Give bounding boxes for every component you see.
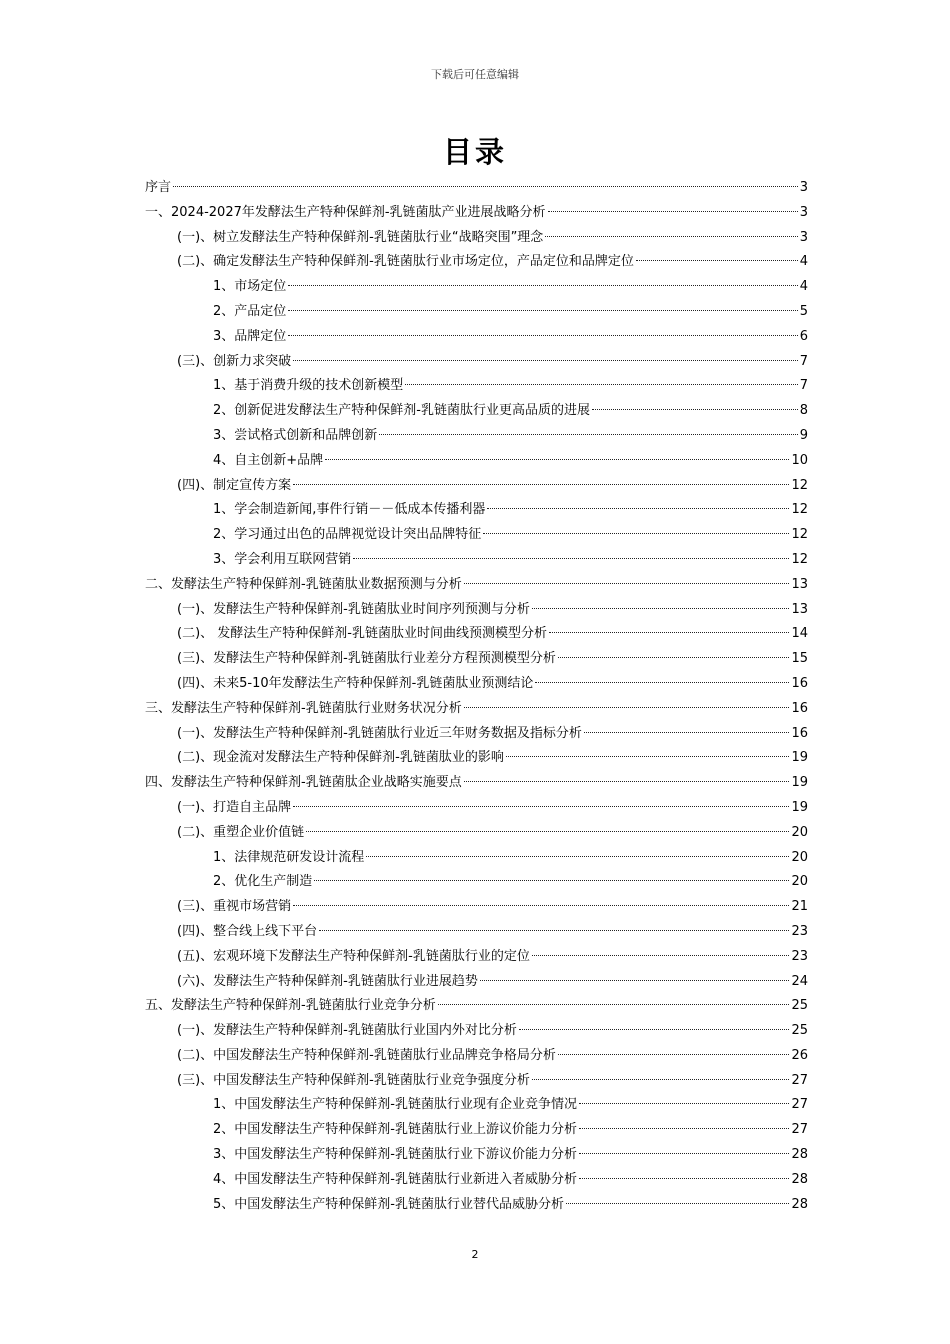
toc-entry-page: 12 <box>791 527 808 543</box>
toc-entry-label: (三)、创新力求突破 <box>177 353 292 369</box>
toc-dot-leader <box>366 856 789 857</box>
toc-entry[interactable] <box>145 399 808 424</box>
toc-entry-label: (五)、宏观环境下发酵法生产特种保鲜剂-乳链菌肽行业的定位 <box>177 948 530 964</box>
toc-entry-label: (三)、中国发酵法生产特种保鲜剂-乳链菌肽行业竞争强度分析 <box>177 1072 530 1088</box>
toc-dot-leader <box>545 236 797 237</box>
toc-dot-leader <box>532 608 790 609</box>
toc-entry[interactable] <box>145 920 808 945</box>
toc-entry-label: 1、中国发酵法生产特种保鲜剂-乳链菌肽行业现有企业竞争情况 <box>213 1097 577 1113</box>
toc-dot-leader <box>314 880 789 881</box>
toc-entry-page: 13 <box>791 576 808 592</box>
toc-entry[interactable] <box>145 1118 808 1143</box>
toc-entry-label: (四)、未来5-10年发酵法生产特种保鲜剂-乳链菌肽业预测结论 <box>177 675 534 691</box>
toc-entry-label: (二)、重塑企业价值链 <box>177 824 305 840</box>
toc-entry[interactable] <box>145 548 808 573</box>
toc-entry[interactable] <box>145 573 808 598</box>
toc-entry-label: 3、尝试格式创新和品牌创新 <box>213 427 378 443</box>
toc-dot-leader <box>306 831 789 832</box>
toc-dot-leader <box>173 186 798 187</box>
toc-entry-page: 19 <box>791 799 808 815</box>
toc-dot-leader <box>535 682 789 683</box>
toc-entry[interactable] <box>145 1019 808 1044</box>
toc-entry-page: 5 <box>799 303 808 319</box>
toc-dot-leader <box>579 1128 789 1129</box>
page-number: 2 <box>471 1248 479 1261</box>
toc-entry[interactable] <box>145 498 808 523</box>
toc-entry[interactable] <box>145 449 808 474</box>
toc-entry-label: 4、自主创新+品牌 <box>213 452 324 468</box>
toc-entry[interactable] <box>145 647 808 672</box>
toc-entry-page: 21 <box>791 899 808 915</box>
toc-entry-label: 1、基于消费升级的技术创新模型 <box>213 378 404 394</box>
toc-entry[interactable] <box>145 1193 808 1218</box>
toc-entry[interactable] <box>145 226 808 251</box>
toc-dot-leader <box>584 732 790 733</box>
toc-title: 目录 <box>442 135 507 169</box>
toc-entry[interactable] <box>145 424 808 449</box>
toc-entry[interactable] <box>145 523 808 548</box>
toc-entry-label: (二)、确定发酵法生产特种保鲜剂-乳链菌肽行业市场定位，产品定位和品牌定位 <box>177 254 634 270</box>
toc-entry[interactable] <box>145 201 808 226</box>
header-note: 下载后可任意编辑 <box>431 68 519 81</box>
toc-entry[interactable] <box>145 895 808 920</box>
toc-dot-leader <box>592 409 798 410</box>
toc-entry-page: 19 <box>791 775 808 791</box>
toc-entry[interactable] <box>145 821 808 846</box>
toc-entry-label: 2、产品定位 <box>213 303 287 319</box>
toc-entry-label: 一、2024-2027年发酵法生产特种保鲜剂-乳链菌肽产业进展战略分析 <box>145 204 546 220</box>
toc-entry-page: 24 <box>791 973 808 989</box>
toc-dot-leader <box>293 360 798 361</box>
toc-entry-label: (三)、发酵法生产特种保鲜剂-乳链菌肽行业差分方程预测模型分析 <box>177 651 556 667</box>
toc-entry[interactable] <box>145 870 808 895</box>
toc-dot-leader <box>532 955 790 956</box>
toc-entry-page: 23 <box>791 948 808 964</box>
toc-entry-page: 20 <box>791 849 808 865</box>
toc-entry-label: 2、优化生产制造 <box>213 874 313 890</box>
toc-dot-leader <box>532 1079 790 1080</box>
toc-entry-page: 25 <box>791 998 808 1014</box>
toc-entry-page: 3 <box>799 180 808 195</box>
toc-entry-label: 3、中国发酵法生产特种保鲜剂-乳链菌肽行业下游议价能力分析 <box>213 1147 577 1163</box>
toc-dot-leader <box>319 930 789 931</box>
toc-entry-page: 19 <box>791 750 808 766</box>
toc-entry-page: 15 <box>791 651 808 667</box>
toc-dot-leader <box>353 558 789 559</box>
toc-entry-page: 4 <box>799 279 808 295</box>
toc-entry[interactable] <box>145 250 808 275</box>
toc-entry-label: (一)、发酵法生产特种保鲜剂-乳链菌肽业时间序列预测与分析 <box>177 601 530 617</box>
toc-entry-page: 12 <box>791 502 808 518</box>
toc-entry-page: 6 <box>799 328 808 344</box>
toc-entry-label: (一)、树立发酵法生产特种保鲜剂-乳链菌肽行业“战略突围”理念 <box>177 229 544 245</box>
toc-entry-label: 3、品牌定位 <box>213 328 287 344</box>
toc-entry-label: (四)、整合线上线下平台 <box>177 923 318 939</box>
toc-entry-label: 1、市场定位 <box>213 279 287 295</box>
toc-entry-label: 五、发酵法生产特种保鲜剂-乳链菌肽行业竞争分析 <box>145 998 436 1014</box>
toc-entry-label: (二)、 发酵法生产特种保鲜剂-乳链菌肽业时间曲线预测模型分析 <box>177 626 547 642</box>
toc-entry-page: 28 <box>791 1171 808 1187</box>
toc-dot-leader <box>558 657 790 658</box>
toc-entry-page: 28 <box>791 1196 808 1212</box>
toc-entry-page: 23 <box>791 923 808 939</box>
toc-entry-label: 1、法律规范研发设计流程 <box>213 849 365 865</box>
toc-entry-label: (六)、发酵法生产特种保鲜剂-乳链菌肽行业进展趋势 <box>177 973 478 989</box>
toc-dot-leader <box>579 1153 789 1154</box>
toc-entry[interactable] <box>145 945 808 970</box>
toc-entry-label: (一)、发酵法生产特种保鲜剂-乳链菌肽行业近三年财务数据及指标分析 <box>177 725 582 741</box>
toc-entry-page: 28 <box>791 1147 808 1163</box>
toc-dot-leader <box>506 756 790 757</box>
toc-dot-leader <box>566 1203 789 1204</box>
toc-entry-label: (一)、打造自主品牌 <box>177 799 292 815</box>
toc-entry-page: 25 <box>791 1023 808 1039</box>
toc-dot-leader <box>480 980 790 981</box>
toc-dot-leader <box>293 806 789 807</box>
toc-entry-label: (四)、制定宣传方案 <box>177 477 292 493</box>
toc-entry-page: 14 <box>791 626 808 642</box>
toc-entry-page: 9 <box>799 427 808 443</box>
toc-entry[interactable] <box>145 1069 808 1094</box>
toc-entry[interactable] <box>145 374 808 399</box>
toc-entry-page: 10 <box>791 452 808 468</box>
toc-dot-leader <box>293 484 789 485</box>
toc-dot-leader <box>549 632 789 633</box>
toc-dot-leader <box>548 211 798 212</box>
toc-entry-page: 3 <box>799 204 808 220</box>
toc-dot-leader <box>483 533 789 534</box>
toc-dot-leader <box>325 459 789 460</box>
toc-entry-label: 4、中国发酵法生产特种保鲜剂-乳链菌肽行业新进入者威胁分析 <box>213 1171 577 1187</box>
toc-entry-label: (一)、发酵法生产特种保鲜剂-乳链菌肽行业国内外对比分析 <box>177 1023 517 1039</box>
toc-entry[interactable] <box>145 771 808 796</box>
toc-entry-label: (二)、现金流对发酵法生产特种保鲜剂-乳链菌肽业的影响 <box>177 750 504 766</box>
toc-dot-leader <box>558 1054 790 1055</box>
toc-entry[interactable] <box>145 796 808 821</box>
toc-entry-page: 4 <box>799 254 808 270</box>
toc-dot-leader <box>288 335 797 336</box>
toc-entry[interactable] <box>145 598 808 623</box>
toc-entry-label: 2、中国发酵法生产特种保鲜剂-乳链菌肽行业上游议价能力分析 <box>213 1122 577 1138</box>
toc-entry-page: 16 <box>791 700 808 716</box>
toc-dot-leader <box>579 1103 789 1104</box>
toc-entry-label: 3、学会利用互联网营销 <box>213 551 352 567</box>
toc-entry-label: 2、创新促进发酵法生产特种保鲜剂-乳链菌肽行业更高品质的进展 <box>213 403 590 419</box>
toc-entry-label: 二、发酵法生产特种保鲜剂-乳链菌肽业数据预测与分析 <box>145 576 462 592</box>
toc-entry[interactable] <box>145 300 808 325</box>
toc-dot-leader <box>487 508 789 509</box>
toc-entry-page: 7 <box>799 378 808 394</box>
toc-entry-page: 16 <box>791 675 808 691</box>
toc-entry[interactable] <box>145 325 808 350</box>
toc-dot-leader <box>288 285 797 286</box>
toc-entry-label: 四、发酵法生产特种保鲜剂-乳链菌肽企业战略实施要点 <box>145 775 462 791</box>
toc-entry-page: 8 <box>799 403 808 419</box>
toc-dot-leader <box>288 310 797 311</box>
toc-entry[interactable] <box>145 176 808 201</box>
toc-entry[interactable] <box>145 1044 808 1069</box>
toc-entry-page: 27 <box>791 1097 808 1113</box>
toc-entry-page: 20 <box>791 874 808 890</box>
toc-entry[interactable] <box>145 994 808 1019</box>
toc-dot-leader <box>579 1178 789 1179</box>
toc-dot-leader <box>438 1004 790 1005</box>
toc-dot-leader <box>405 384 797 385</box>
toc-entry[interactable] <box>145 275 808 300</box>
toc-dot-leader <box>464 707 790 708</box>
toc-dot-leader <box>519 1029 790 1030</box>
toc-entry-page: 27 <box>791 1122 808 1138</box>
toc-entry-page: 27 <box>791 1072 808 1088</box>
toc-entry[interactable] <box>145 846 808 871</box>
toc-entry-page: 26 <box>791 1047 808 1063</box>
toc-entry-page: 13 <box>791 601 808 617</box>
toc-entry[interactable] <box>145 672 808 697</box>
toc-entry[interactable] <box>145 1143 808 1168</box>
toc-entry-page: 12 <box>791 477 808 493</box>
toc-dot-leader <box>379 434 797 435</box>
toc-entry-page: 7 <box>799 353 808 369</box>
toc-dot-leader <box>464 583 790 584</box>
toc-entry[interactable] <box>145 746 808 771</box>
toc-dot-leader <box>464 781 790 782</box>
toc-entry[interactable] <box>145 1168 808 1193</box>
toc-entry[interactable] <box>145 1093 808 1118</box>
table-of-contents <box>145 176 808 1217</box>
toc-entry-page: 3 <box>799 229 808 245</box>
toc-entry-page: 12 <box>791 551 808 567</box>
toc-entry-label: 1、学会制造新闻,事件行销－－低成本传播利器 <box>213 502 486 518</box>
toc-entry-label: 2、学习通过出色的品牌视觉设计突出品牌特征 <box>213 527 482 543</box>
toc-dot-leader <box>293 905 789 906</box>
toc-dot-leader <box>636 260 798 261</box>
toc-entry-label: 序言 <box>145 180 172 195</box>
toc-entry[interactable] <box>145 350 808 375</box>
toc-entry[interactable] <box>145 697 808 722</box>
toc-entry-label: (三)、重视市场营销 <box>177 899 292 915</box>
toc-entry-label: 5、中国发酵法生产特种保鲜剂-乳链菌肽行业替代品威胁分析 <box>213 1196 564 1212</box>
toc-entry[interactable] <box>145 622 808 647</box>
toc-entry[interactable] <box>145 970 808 995</box>
toc-entry-label: 三、发酵法生产特种保鲜剂-乳链菌肽行业财务状况分析 <box>145 700 462 716</box>
toc-entry[interactable] <box>145 722 808 747</box>
toc-entry-page: 16 <box>791 725 808 741</box>
toc-entry[interactable] <box>145 474 808 499</box>
toc-entry-page: 20 <box>791 824 808 840</box>
toc-entry-label: (二)、中国发酵法生产特种保鲜剂-乳链菌肽行业品牌竞争格局分析 <box>177 1047 556 1063</box>
